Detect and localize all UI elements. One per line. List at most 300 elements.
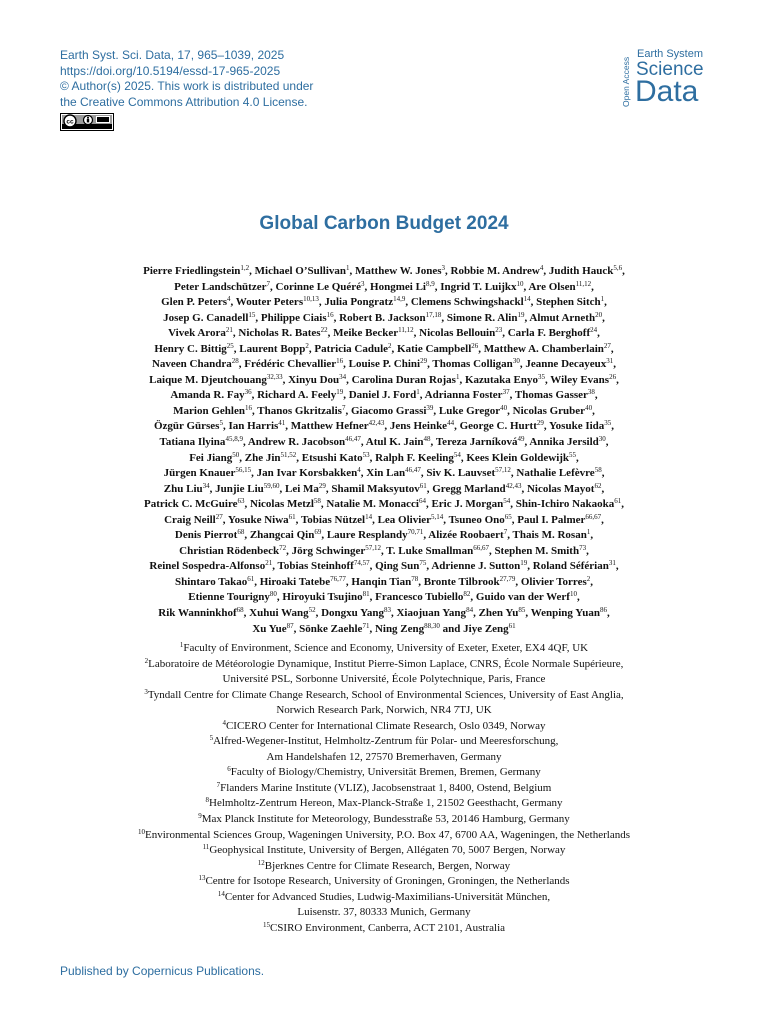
author-name [154,420,223,432]
author-affiliation-marker: 75 [419,559,427,568]
author-line: Pierre Friedlingstein$^{1,2}$, Michael O’Sullivan$^1$, Matthew W. Jones$^3$, Robbie M. Andrew$^4$, Judith Hauck$^{5,6}$, [143,264,625,277]
author-name [425,389,510,401]
affiliation-line [40,703,728,719]
author-name-text: Peter Landschützer [174,280,267,293]
affiliation-text: Luisenstr. 37, 80333 Munich, Germany [297,906,471,919]
author-name-text: Atul K. Jain [365,436,424,449]
author-name [261,312,334,324]
author-affiliation-marker: 38 [587,388,595,397]
author-name-text: Frédéric Chevallier [244,358,337,371]
author-name [321,607,391,619]
author-affiliation-marker: 88,30 [424,621,440,630]
author-name-text: Rik Wanninkhof [158,607,237,620]
author-affiliation-marker: 69 [314,528,322,537]
author-name-text: Are Olsen [528,280,576,293]
author-affiliation-marker: 71 [362,621,370,630]
license-link[interactable]: the Creative Commons Attribution 4.0 License. [60,94,308,109]
author-affiliation-marker: 59,60 [263,481,280,490]
author-affiliation-marker: 14 [523,295,531,304]
author-name-text: Jörg Schwinger [291,544,366,557]
author-affiliation-marker: 46,47 [345,435,361,444]
author-name-text: Guido van der Werf [475,591,570,604]
author-name [249,607,315,619]
author-name-text: Hanqin Tian [351,575,412,588]
author-name [494,545,586,557]
author-name [158,607,243,619]
author-name [349,358,427,370]
author-name [302,452,370,464]
author-name-text: T. Luke Smallman [386,544,474,557]
cc-by-license-badge[interactable] [60,113,114,131]
author-name-text: Sönke Zaehle [299,622,363,635]
author-name-text: Matthew Hefner [290,420,369,433]
affiliation-line [40,734,728,750]
author-line: Rik Wanninkhof$^{68}$, Xuhui Wang$^{52}$, Dongxu Yang$^{83}$, Xiaojuan Yang$^{84}$, Zhen Yu$^{85}$, Wenping Yuan$^{86}$, [158,606,610,620]
author-name-text: Matthew W. Jones [355,265,442,277]
author-name [228,420,285,432]
author-list [40,264,728,637]
author-name [411,296,531,308]
author-affiliation-marker: 51,52 [280,450,297,459]
author-name-text: Zhu Liu [163,482,203,495]
author-name [149,560,272,572]
author-affiliation-marker: 5,14 [431,512,444,521]
copyright-notice: © Author(s) 2025. This work is distributed under [60,79,314,94]
author-name-text: Dongxu Yang [321,607,384,620]
author-name-text: Adrienne J. Sutton [431,560,521,573]
author-affiliation-marker: 1 [586,528,591,537]
author-name [239,343,309,355]
author-affiliation-marker: 7 [266,279,270,288]
author-affiliation-marker: 19 [336,388,344,397]
author-name [349,389,420,401]
author-name-text: Jeanne Decayeux [525,358,607,371]
author-affiliation-marker: 17,18 [425,310,442,319]
author-affiliation-marker: 19 [517,310,525,319]
author-name-text: Tsuneo Ono [448,513,505,526]
journal-citation: Earth Syst. Sci. Data, 17, 965–1039, 2025 [60,48,285,62]
author-affiliation-marker: 21 [225,326,233,335]
author-line: Peter Landschützer$^7$, Corinne Le Quéré$^3$, Hongmei Li$^{8,9}$, Ingrid T. Luijkx$^{10}$, Are Olsen$^{11,12}$, [174,279,594,293]
author-affiliation-marker: 53 [362,450,370,459]
author-name-text: Carolina Duran Rojas [351,373,456,386]
author-name [179,545,286,557]
author-name [252,623,293,635]
author-name [244,358,343,370]
author-name-text: Xin Lan [366,467,406,480]
affiliation-number: 6 [227,765,231,774]
author-name-text: Etsushi Kato [301,451,363,464]
affiliation-number: 4 [222,718,226,727]
author-line: Laique M. Djeutchouang$^{32,33}$, Xinyu Dou$^{34}$, Carolina Duran Rojas$^1$, Kazutaka Enyo$^{35}$, Wiley Evans$^{26}$, [149,372,619,386]
author-name [529,436,605,448]
author-name [431,560,527,572]
author-name-text: Josep G. Canadell [163,311,249,324]
author-name-text: Nicolas Mayot [526,482,595,495]
author-name-text: Shamil Maksyutov [331,482,420,495]
author-name-text: Gregg Marland [432,482,506,495]
author-name [215,483,279,495]
author-name-text: Matthew A. Chamberlain [483,342,604,355]
author-name-text: Junjie Liu [215,482,264,495]
affiliation-number: 2 [144,656,149,665]
author-name [250,529,322,541]
author-affiliation-marker: 27 [603,341,611,350]
author-affiliation-marker: 3 [441,264,445,272]
author-affiliation-marker: 2 [305,341,309,350]
author-name [351,576,418,588]
author-name-text: Tatiana Ilyina [159,436,226,449]
author-affiliation-marker: 57,12 [365,543,381,552]
author-affiliation-marker: 1 [416,388,420,397]
author-affiliation-marker: 78 [411,574,419,583]
affiliation-line [40,796,728,812]
author-name-text: Louise P. Chini [348,358,421,371]
author-name [282,591,369,603]
author-name [375,623,440,635]
affiliation-number: 14 [217,889,225,898]
author-affiliation-marker: 29 [420,357,428,366]
author-name-text: Henry C. Bittig [154,342,227,355]
affiliation-line [40,812,728,828]
author-name [257,405,345,417]
author-name [278,560,370,572]
author-affiliation-marker: 57,12 [495,466,511,475]
author-affiliation-marker: 72 [279,543,287,552]
author-name-text: Marion Gehlen [173,404,245,417]
author-name [449,514,512,526]
author-affiliation-marker: 61 [288,512,296,521]
author-name-text: Hongmei Li [370,280,426,293]
affiliation-text: Université PSL, Sorbonne Université, École Polytechnique, Paris, France [222,673,546,686]
author-name-text: Stephen Sitch [536,296,601,309]
author-affiliation-marker: 10,13 [303,295,319,304]
author-affiliation-marker: 35 [604,419,612,428]
author-name [366,467,421,479]
author-name-text: Daniel J. Ford [348,389,417,402]
author-name [366,436,431,448]
affiliation-line [40,828,728,844]
author-name [436,436,525,448]
logo-line-earth-system: Earth System [637,48,704,60]
author-name-text: Kazutaka Enyo [464,373,538,386]
author-name-text: Clemens Schwingshackl [410,296,524,309]
author-affiliation-marker: 31 [606,357,614,366]
affiliation-text: Bjerknes Centre for Climate Research, Bergen, Norway [264,859,511,872]
author-name-text: Tobias Nützel [300,513,366,526]
author-affiliation-marker: 56,15 [235,466,252,475]
author-name [174,281,270,293]
author-name [419,327,502,339]
author-affiliation-marker: 14 [365,512,373,521]
author-name-text: Nicolas Metzl [250,498,314,511]
author-name-text: Laure Resplandy [326,529,408,542]
author-name [375,560,426,572]
author-line: Craig Neill$^{27}$, Yosuke Niwa$^{61}$, Tobias Nützel$^{14}$, Lea Olivier$^{5,14}$, Tsuneo Ono$^{65}$, Paul I. Palmer$^{66,67}$, [164,512,604,526]
author-name [529,312,602,324]
affiliation-line [40,905,728,921]
author-name [396,607,473,619]
author-name [143,265,249,277]
author-name-text: Annika Jersild [529,436,599,449]
author-name [327,529,424,541]
author-affiliation-marker: 26 [609,372,617,381]
author-name-text: Xiaojuan Yang [396,607,467,620]
author-name [299,623,369,635]
author-line: Tatiana Ilyina$^{45,8,9}$, Andrew R. Jacobson$^{46,47}$, Atul K. Jain$^{48}$, Tereza Jarníková$^{49}$, Annika Jersild$^{30}$, [159,435,609,449]
author-name-text: Jürgen Knauer [163,467,236,480]
author-name-text: Corinne Le Quéré [275,280,362,293]
author-name [236,296,319,308]
author-name [533,560,616,572]
author-affiliation-marker: 1,2 [240,264,250,272]
affiliation-number: 5 [209,734,214,743]
author-name-text: Fei Jiang [189,451,233,464]
author-affiliation-marker: 27 [215,512,223,521]
author-affiliation-marker: 87 [286,621,294,630]
author-affiliation-marker: 49 [517,435,525,444]
author-name-text: Xu Yue [252,622,287,635]
author-affiliation-marker: 54 [503,497,511,506]
author-name [164,467,252,479]
author-name-text: Xinyu Dou [288,373,340,386]
affiliation-line [40,781,728,797]
author-name-text: Alizée Roobaert [428,529,504,542]
author-name-text: Ralph F. Keeling [375,451,454,464]
author-name [516,467,601,479]
affiliation-number: 9 [198,812,202,821]
author-affiliation-marker: 1 [600,295,605,304]
author-name [175,529,244,541]
author-affiliation-marker: 45,8,9 [225,435,243,444]
author-affiliation-marker: 86 [599,606,607,615]
author-name [351,405,433,417]
author-affiliation-marker: 54 [453,450,461,459]
author-name [301,514,372,526]
author-name [324,296,405,308]
author-affiliation-marker: 20 [595,310,603,319]
author-affiliation-marker: 76,77 [330,574,346,583]
open-access-text: Open Access [621,56,631,107]
author-name-text: Thanos Gkritzalis [257,404,342,417]
affiliation-number: 3 [144,687,148,696]
author-name-text: Özgür Gürses [153,420,220,433]
paper-title: Global Carbon Budget 2024 [259,213,509,234]
author-name [515,389,595,401]
affiliation-line [40,750,728,766]
affiliation-text: Am Handelshafen 12, 27570 Bremerhaven, Germany [266,750,502,763]
author-affiliation-marker: 58 [313,497,321,506]
author-affiliation-marker: 68 [237,528,245,537]
author-name [370,281,435,293]
author-name-text: Wouter Peters [235,296,304,309]
author-name-text: Judith Hauck [548,265,614,277]
affiliation-text: Center for Advanced Studies, Ludwig-Maximilians-Universität München, [224,890,551,903]
author-name-text: Thomas Colligan [432,358,513,371]
author-name [164,514,223,526]
author-name [175,576,254,588]
author-affiliation-marker: 36 [244,388,252,397]
affiliation-line [40,874,728,890]
author-affiliation-marker: 4 [226,295,231,304]
author-affiliation-marker: 5,6 [613,264,623,272]
author-affiliation-marker: 24 [590,326,598,335]
author-name [168,327,233,339]
author-name [521,576,590,588]
author-name-text: Paul I. Palmer [517,513,586,526]
affiliation-line [40,657,728,673]
author-affiliation-marker: 42,43 [368,419,385,428]
author-name [440,281,523,293]
author-name-text: Eric J. Morgan [431,498,504,511]
author-name-text: Jens Heinke [389,420,448,433]
author-name [352,374,460,386]
author-affiliation-marker: 1 [346,264,350,272]
author-name [326,498,426,510]
logo-line-data: Data [635,75,699,108]
author-name-text: Kees Klein Goldewijk [466,451,570,464]
author-name-text: Natalie M. Monacci [326,498,419,511]
author-name-text: Almut Arneth [529,311,596,324]
author-name-text: Vivek Arora [168,327,226,340]
affiliation-text: CICERO Center for International Climate Research, Oslo 0349, Norway [225,719,546,732]
affiliation-text: Geophysical Institute, University of Bergen, Allégaten 70, 5007 Bergen, Norway [209,844,566,857]
author-name-text: Pierre Friedlingstein [143,265,241,277]
author-line: Glen P. Peters$^4$, Wouter Peters$^{10,13}$, Julia Pongratz$^{14,9}$, Clemens Schwingshackl$^{14}$, Stephen Sitch$^1$, [161,295,607,309]
author-affiliation-marker: 5 [219,419,223,428]
author-name [248,436,361,448]
author-affiliation-marker: 7 [503,528,508,537]
author-affiliation-marker: 81 [362,590,370,599]
author-affiliation-marker: 48 [423,435,431,444]
author-name-text: Shintaro Takao [174,575,248,588]
author-name-text: Meike Becker [333,327,399,340]
affiliation-line [40,765,728,781]
author-name-text: Zhe Jin [244,451,281,464]
author-name [428,529,507,541]
author-line: Josep G. Canadell$^{15}$, Philippe Ciais$^{16}$, Robert B. Jackson$^{17,18}$, Simone R. Alin$^{19}$, Almut Arneth$^{20}$, [163,310,605,324]
author-affiliation-marker: 34 [202,481,210,490]
author-affiliation-marker: 65 [504,512,512,521]
author-name [424,576,516,588]
affiliation-text: CSIRO Environment, Canberra, ACT 2101, Australia [269,921,506,934]
author-affiliation-marker: 30 [598,435,606,444]
author-name [375,452,461,464]
author-affiliation-marker: 63 [237,497,245,506]
author-name-text: Glen P. Peters [161,296,227,309]
author-line: Naveen Chandra$^{28}$, Frédéric Chevallier$^{16}$, Louise P. Chini$^{29}$, Thomas Colligan$^{30}$, Jeanne Decayeux$^{31}$, [151,357,617,371]
author-name-text: Stephen M. Smith [494,544,580,557]
author-name [484,343,611,355]
affiliation-number: 12 [257,858,265,867]
author-name [276,281,365,293]
author-name [460,420,544,432]
author-name-text: Julia Pongratz [324,296,394,309]
author-affiliation-marker: 35 [537,372,545,381]
journal-logo[interactable] [620,46,720,110]
publisher-footer[interactable]: Published by Copernicus Publications. [60,964,265,978]
author-name [432,483,521,495]
author-affiliation-marker: 15 [248,310,256,319]
affiliation-line [40,719,728,735]
author-affiliation-marker: 19 [520,559,528,568]
author-name-text: Naveen Chandra [151,358,232,371]
author-name [163,312,255,324]
affiliation-text: Max Planck Institute for Meteorology, Bundesstraße 53, 20146 Hamburg, Germany [201,813,570,826]
author-name [550,374,616,386]
author-name-text: Nicolas Bellouin [419,327,496,340]
citation-block [60,48,313,110]
svg-text:cc: cc [66,118,74,126]
affiliation-text: Norwich Research Park, Norwich, NR4 7TJ, UK [276,704,492,717]
author-name [447,312,525,324]
affiliation-number: 15 [262,920,270,929]
author-name-text: George C. Hurtt [459,420,537,433]
author-name-text: Lea Olivier [377,513,432,526]
author-name [513,529,591,541]
affiliation-number: 8 [205,796,210,805]
author-name-text: Hiroaki Tatebe [259,575,331,588]
author-name-text: and Jiye Zeng [442,622,509,635]
author-line: Özgür Gürses$^5$, Ian Harris$^{41}$, Matthew Hefner$^{42,43}$, Jens Heinke$^{44}$, George C. Hurtt$^{29}$, Yosuke Iida$^{35}$, [153,419,615,433]
author-name [173,405,252,417]
author-affiliation-marker: 28 [231,357,239,366]
affiliation-number: 10 [138,827,145,836]
author-affiliation-marker: 23 [495,326,503,335]
author-affiliation-marker: 29 [536,419,544,428]
author-affiliation-marker: 30 [512,357,520,366]
author-name-text: Wiley Evans [550,373,610,386]
author-affiliation-marker: 11,12 [398,326,414,335]
author-name [291,420,385,432]
author-affiliation-marker: 3 [361,279,365,288]
author-affiliation-marker: 34 [339,372,347,381]
author-name-text: Francesco Tubiello [375,591,464,604]
author-name [331,483,426,495]
author-name [245,452,297,464]
author-name [188,591,277,603]
author-line: Fei Jiang$^{50}$, Zhe Jin$^{51,52}$, Etsushi Kato$^{53}$, Ralph F. Keeling$^{54}$, Kees Klein Goldewijk$^{55}$, [189,450,579,464]
author-name-text: Nathalie Lefèvre [516,467,595,480]
author-name [386,545,489,557]
author-affiliation-marker: 46,47 [405,466,421,475]
author-line: Denis Pierrot$^{68}$, Zhangcai Qin$^{69}$, Laure Resplandy$^{70,71}$, Alizée Roobaert$^7$, Thais M. Rosan$^1$, [174,528,594,542]
author-affiliation-marker: 10 [569,590,577,599]
author-name [228,514,296,526]
author-name [164,483,210,495]
author-name-text: Patricia Cadule [314,342,389,355]
author-affiliation-marker: 58 [594,466,602,475]
author-name [257,467,361,479]
author-name [390,420,454,432]
author-name-text: Philippe Ciais [260,311,327,324]
author-affiliation-marker: 11,12 [575,279,592,288]
author-name-text: Reinel Sospedra-Alfonso [149,560,266,573]
doi-link[interactable]: https://doi.org/10.5194/essd-17-965-2025 [60,63,281,78]
author-name-text: Laurent Bopp [239,342,306,355]
author-name-text: Ning Zeng [374,622,425,635]
author-name-text: Richard A. Feely [257,389,337,402]
author-name [525,358,613,370]
author-line: Xu Yue$^{87}$, Sönke Zaehle$^{71}$, Ning Zeng$^{88,30}$ and Jiye Zeng$^{61}$ [252,621,516,635]
author-affiliation-marker: 10 [516,279,524,288]
author-name-text: Zhangcai Qin [249,529,315,542]
author-name [170,389,251,401]
author-name-text: Tobias Steinhoff [277,560,354,573]
author-name [443,623,516,635]
open-access-label [620,50,632,108]
author-line: Reinel Sospedra-Alfonso$^{21}$, Tobias Steinhoff$^{74,57}$, Qing Sun$^{75}$, Adrienne J. Sutton$^{19}$, Roland Séférian$^{31}$, [149,559,619,573]
